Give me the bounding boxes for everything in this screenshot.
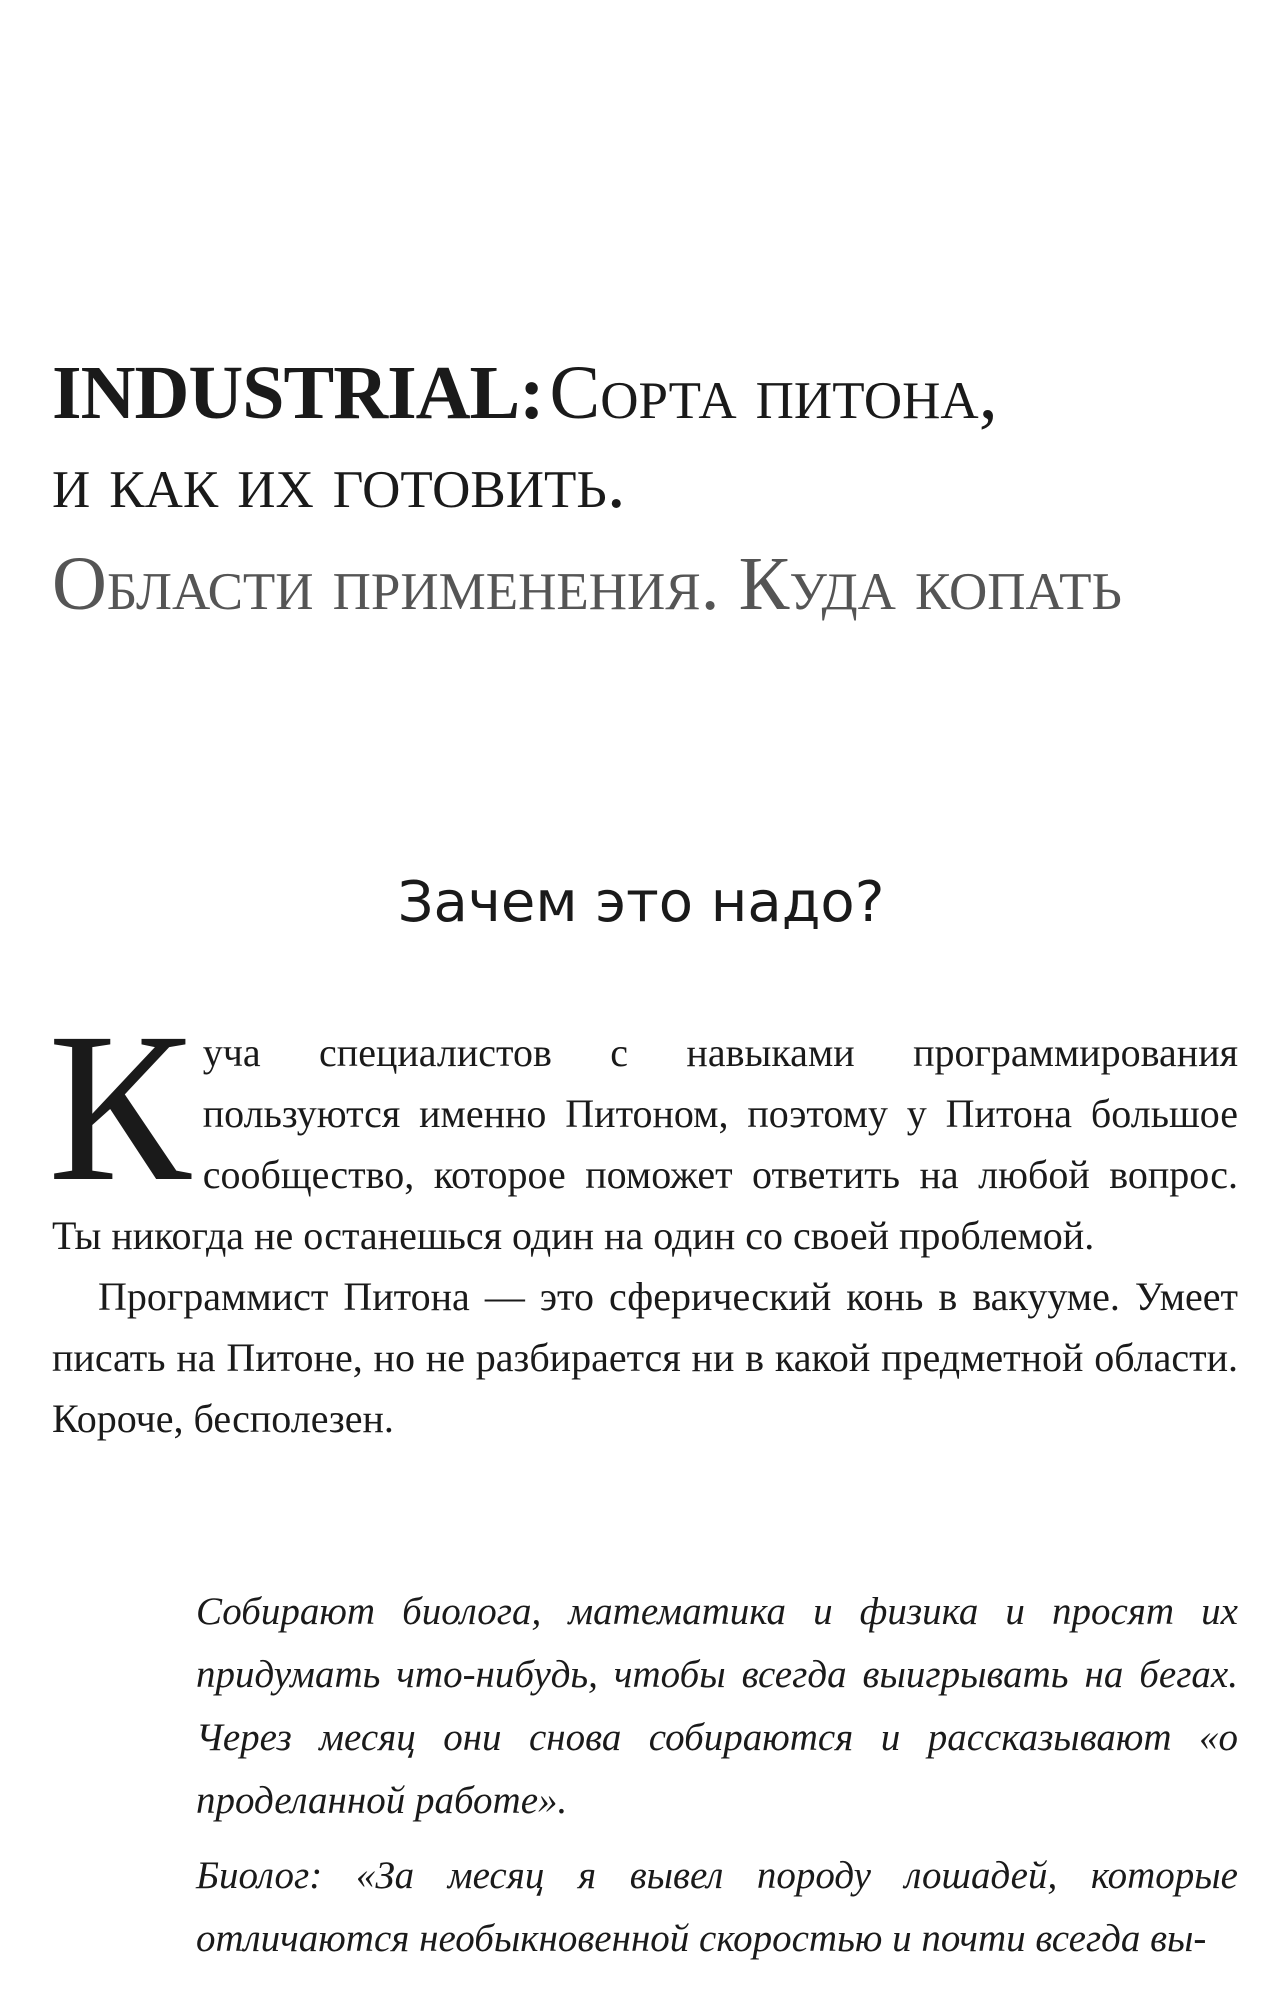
chapter-subtitle: Области применения. Куда копать bbox=[52, 541, 1122, 626]
anecdote-paragraph-2: Биолог: «За месяц я вывел породу лошадей, которые отличаются необыкновенной скоростью и почти всегда вы- bbox=[196, 1854, 1238, 1960]
chapter-title-lead: INDUSTRIAL: bbox=[52, 351, 544, 435]
body-paragraph-1-text: уча специалистов с навыками программирования пользуются именно Питоном, поэтому у Питона большое сообщество, которое поможет ответить на любой вопрос. Ты никогда не останешься один на один со своей проблемой. bbox=[52, 1030, 1238, 1258]
body-text bbox=[48, 989, 1238, 1449]
chapter-title bbox=[52, 350, 1232, 628]
anecdote-block bbox=[196, 1580, 1238, 1982]
body-paragraph-1 bbox=[48, 989, 1238, 1266]
section-heading: Зачем это надо? bbox=[397, 870, 885, 935]
chapter-title-rest: Сорта питона, bbox=[549, 351, 998, 435]
chapter-title-line2: и как их готовить. bbox=[52, 440, 626, 525]
drop-cap: К bbox=[48, 989, 191, 1226]
body-paragraph-2: Программист Питона — это сферический конь в вакууме. Умеет писать на Питоне, но не разбирается ни в какой предметной области. Короче, бесполезен. bbox=[52, 1274, 1238, 1441]
anecdote-paragraph-1: Собирают биолога, математика и физика и просят их придумать что-нибудь, чтобы всегда выигрывать на бегах. Через месяц они снова собираются и рассказывают «о проделанной работе». bbox=[196, 1590, 1238, 1822]
chapter-title-line1 bbox=[52, 350, 1232, 437]
